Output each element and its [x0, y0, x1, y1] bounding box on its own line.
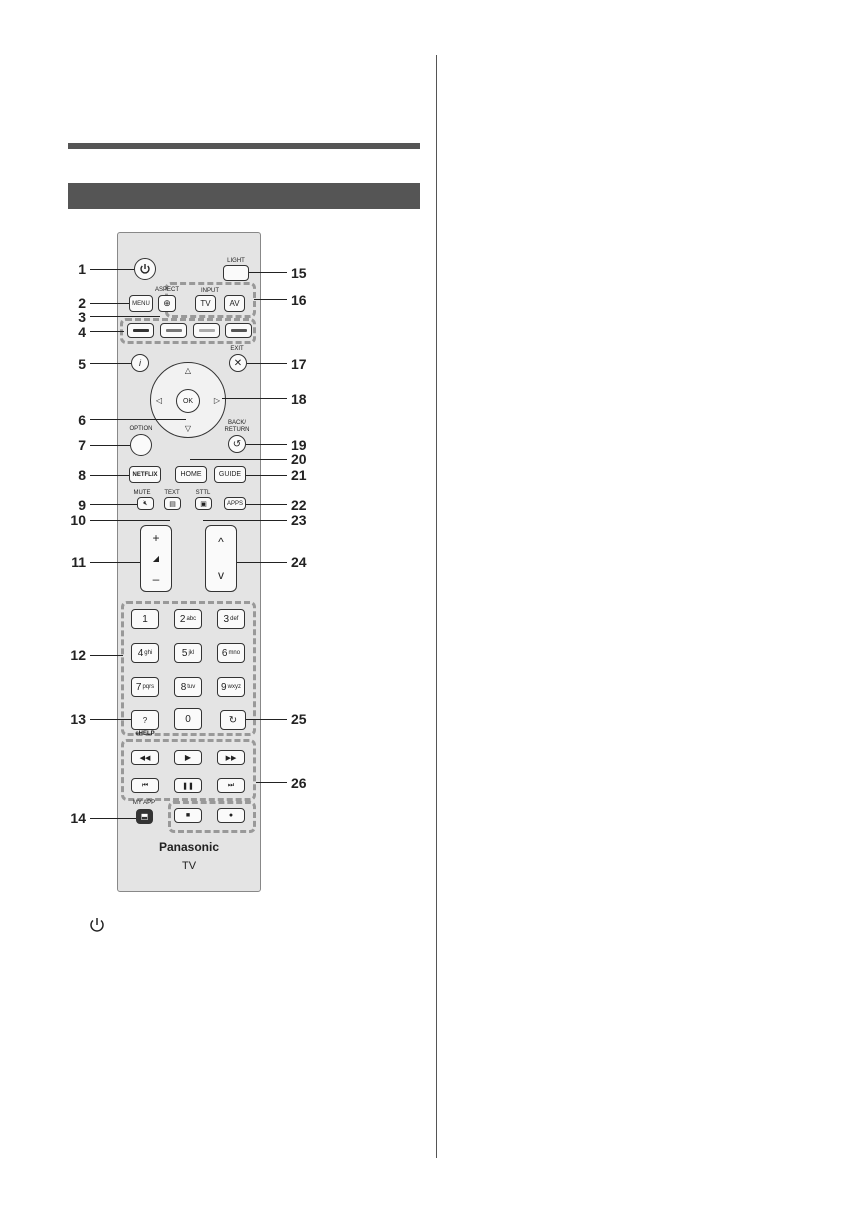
number-button-1[interactable] [131, 609, 159, 629]
left-arrow-icon[interactable]: ◁ [155, 396, 163, 405]
power-icon [88, 916, 106, 934]
sttl-label: STTL [195, 490, 211, 496]
number-button-2[interactable] [174, 609, 202, 629]
blue-color-button[interactable] [225, 323, 252, 338]
skip-forward-button[interactable] [217, 778, 245, 793]
my-app-icon: ⬒ [140, 812, 149, 821]
input-label: INPUT [201, 288, 219, 294]
record-icon: ● [228, 812, 234, 819]
leader-17 [247, 363, 287, 364]
number-5-letters: jkl [188, 650, 195, 656]
callout-16: 16 [291, 292, 307, 308]
stop-icon: ■ [185, 812, 191, 819]
fast-forward-icon: ▶▶ [225, 754, 237, 762]
number-button-8[interactable] [174, 677, 202, 697]
leader-13 [90, 719, 131, 720]
volume-up-icon: + [152, 530, 160, 545]
volume-down-icon: – [152, 572, 160, 587]
back-return-button[interactable] [228, 435, 246, 453]
number-7-letters: pqrs [142, 684, 155, 690]
number-button-5[interactable] [174, 643, 202, 663]
number-9-label: 9 [221, 681, 227, 693]
menu-button[interactable]: MENU [129, 295, 153, 312]
leader-16 [254, 299, 287, 300]
callout-5: 5 [78, 356, 86, 372]
callout-9: 9 [78, 497, 86, 513]
callout-17: 17 [291, 356, 307, 372]
leader-6 [90, 419, 186, 420]
leader-1 [90, 269, 134, 270]
skip-forward-icon: ⏭︎ [227, 781, 235, 789]
power-button[interactable] [134, 258, 156, 280]
info-button[interactable] [131, 354, 149, 372]
text-icon: ▤ [169, 500, 176, 508]
number-2-letters: abc [186, 616, 197, 622]
mute-icon: 🔇︎ [143, 499, 148, 507]
leader-12 [90, 655, 123, 656]
exit-x-icon: ✕ [233, 357, 243, 369]
back-label-line1: BACK/ [227, 420, 246, 426]
number-button-0[interactable]: 0 [174, 708, 202, 730]
leader-2 [90, 303, 129, 304]
refresh-icon: ↻ [228, 714, 238, 726]
netflix-button[interactable]: NETFLIX [129, 466, 161, 483]
callout-20: 20 [291, 451, 307, 467]
rewind-icon: ◀◀ [139, 754, 151, 762]
pause-icon: ❚❚ [182, 782, 194, 790]
home-button[interactable]: HOME [175, 466, 207, 483]
callout-11: 11 [71, 554, 86, 570]
number-4-letters: ghi [144, 650, 153, 656]
callout-15: 15 [291, 265, 307, 281]
apps-button[interactable]: APPS [224, 497, 246, 510]
green-color-button[interactable] [160, 323, 187, 338]
number-1-label: 1 [142, 613, 148, 625]
exit-button[interactable] [229, 354, 247, 372]
number-8-letters: tuv [187, 684, 196, 690]
callout-8: 8 [78, 467, 86, 483]
callout-1: 1 [78, 261, 86, 277]
play-icon: ▶ [184, 753, 192, 762]
my-app-label: MY APP [132, 800, 156, 806]
leader-26 [256, 782, 287, 783]
subtitle-icon: ▣ [200, 500, 207, 508]
leader-3 [90, 316, 160, 317]
callout-14: 14 [70, 810, 86, 826]
leader-19 [246, 444, 287, 445]
leader-10 [90, 520, 170, 521]
aspect-button[interactable] [158, 295, 176, 312]
fast-forward-button[interactable] [217, 750, 245, 765]
my-app-button[interactable] [136, 809, 153, 824]
callout-19: 19 [291, 437, 307, 453]
leader-22 [246, 504, 287, 505]
leader-20 [190, 459, 287, 460]
callout-23: 23 [291, 512, 307, 528]
refresh-button[interactable] [220, 710, 246, 730]
down-arrow-icon[interactable]: ▽ [184, 424, 192, 433]
light-button[interactable] [223, 265, 249, 281]
number-6-label: 6 [221, 647, 228, 659]
text-button[interactable] [164, 497, 181, 510]
rewind-button[interactable] [131, 750, 159, 765]
callout-3: 3 [78, 309, 86, 325]
channel-up-icon: ^ [218, 535, 224, 550]
leader-24 [237, 562, 287, 563]
leader-9 [90, 504, 137, 505]
leader-23 [203, 520, 287, 521]
leader-21 [246, 475, 287, 476]
leader-4 [90, 331, 124, 332]
number-9-letters: wxyz [227, 684, 241, 690]
brand-logo-text: Panasonic [158, 840, 220, 854]
leader-7 [90, 445, 130, 446]
leader-11 [90, 562, 140, 563]
callout-24: 24 [291, 554, 307, 570]
callout-13: 13 [70, 711, 86, 727]
callout-10: 10 [70, 512, 86, 528]
number-7-label: 7 [135, 681, 142, 693]
av-input-button[interactable]: AV [224, 295, 245, 312]
number-3-letters: def [230, 616, 239, 622]
callout-18: 18 [291, 391, 307, 407]
aspect-label: ASPECT [154, 287, 179, 293]
callout-22: 22 [291, 497, 307, 513]
callout-21: 21 [291, 467, 307, 483]
number-button-7[interactable] [131, 677, 159, 697]
leader-8 [90, 475, 129, 476]
volume-rocker[interactable] [140, 525, 172, 592]
channel-down-icon: v [218, 567, 224, 582]
mute-button[interactable] [137, 497, 154, 510]
callout-4: 4 [78, 324, 86, 340]
callout-2: 2 [78, 295, 86, 311]
pause-button[interactable] [174, 778, 202, 793]
back-label-line2: RETURN [224, 427, 250, 433]
exit-label: EXIT [230, 346, 244, 352]
number-button-4[interactable] [131, 643, 159, 663]
ok-button[interactable]: OK [176, 389, 200, 413]
number-4-label: 4 [137, 647, 144, 659]
info-icon: i [139, 358, 141, 368]
leader-25 [246, 719, 287, 720]
leader-5 [90, 363, 131, 364]
callout-26: 26 [291, 775, 307, 791]
text-label: TEXT [164, 490, 180, 496]
number-5-label: 5 [181, 647, 188, 659]
right-arrow-icon[interactable]: ▷ [213, 396, 221, 405]
leader-15 [249, 272, 287, 273]
up-arrow-icon[interactable]: △ [184, 366, 192, 375]
tv-input-button[interactable]: TV [195, 295, 216, 312]
number-button-6[interactable] [217, 643, 245, 663]
callout-6: 6 [78, 412, 86, 428]
callout-12: 12 [70, 647, 86, 663]
model-label: TV [181, 860, 197, 872]
skip-back-icon: ⏮︎ [141, 781, 149, 789]
yellow-color-button[interactable] [193, 323, 220, 338]
aspect-icon: ⊕ [163, 298, 171, 308]
mute-label: MUTE [133, 490, 151, 496]
section-rule [68, 143, 420, 149]
leader-18 [222, 398, 287, 399]
stop-button[interactable] [174, 808, 202, 823]
number-6-letters: mno [228, 650, 241, 656]
callout-25: 25 [291, 711, 307, 727]
section-heading-bar [68, 183, 420, 209]
number-3-label: 3 [223, 613, 230, 625]
ehelp-label: eHELP [135, 731, 155, 737]
volume-icon: ◢ [152, 553, 160, 563]
skip-back-button[interactable] [131, 778, 159, 793]
record-button[interactable] [217, 808, 245, 823]
option-button[interactable] [130, 434, 152, 456]
channel-rocker[interactable] [205, 525, 237, 592]
option-label: OPTION [129, 426, 153, 432]
leader-14 [90, 818, 136, 819]
play-button[interactable] [174, 750, 202, 765]
guide-button[interactable]: GUIDE [214, 466, 246, 483]
number-button-9[interactable] [217, 677, 245, 697]
light-label: LIGHT [227, 258, 245, 264]
return-icon: ↺ [232, 438, 242, 450]
ehelp-button[interactable]: ? [131, 710, 159, 730]
number-8-label: 8 [180, 681, 187, 693]
subtitle-button[interactable] [195, 497, 212, 510]
number-button-3[interactable] [217, 609, 245, 629]
power-icon [139, 263, 151, 275]
number-2-label: 2 [179, 613, 186, 625]
callout-7: 7 [78, 437, 86, 453]
red-color-button[interactable] [127, 323, 154, 338]
column-divider [436, 55, 437, 1158]
